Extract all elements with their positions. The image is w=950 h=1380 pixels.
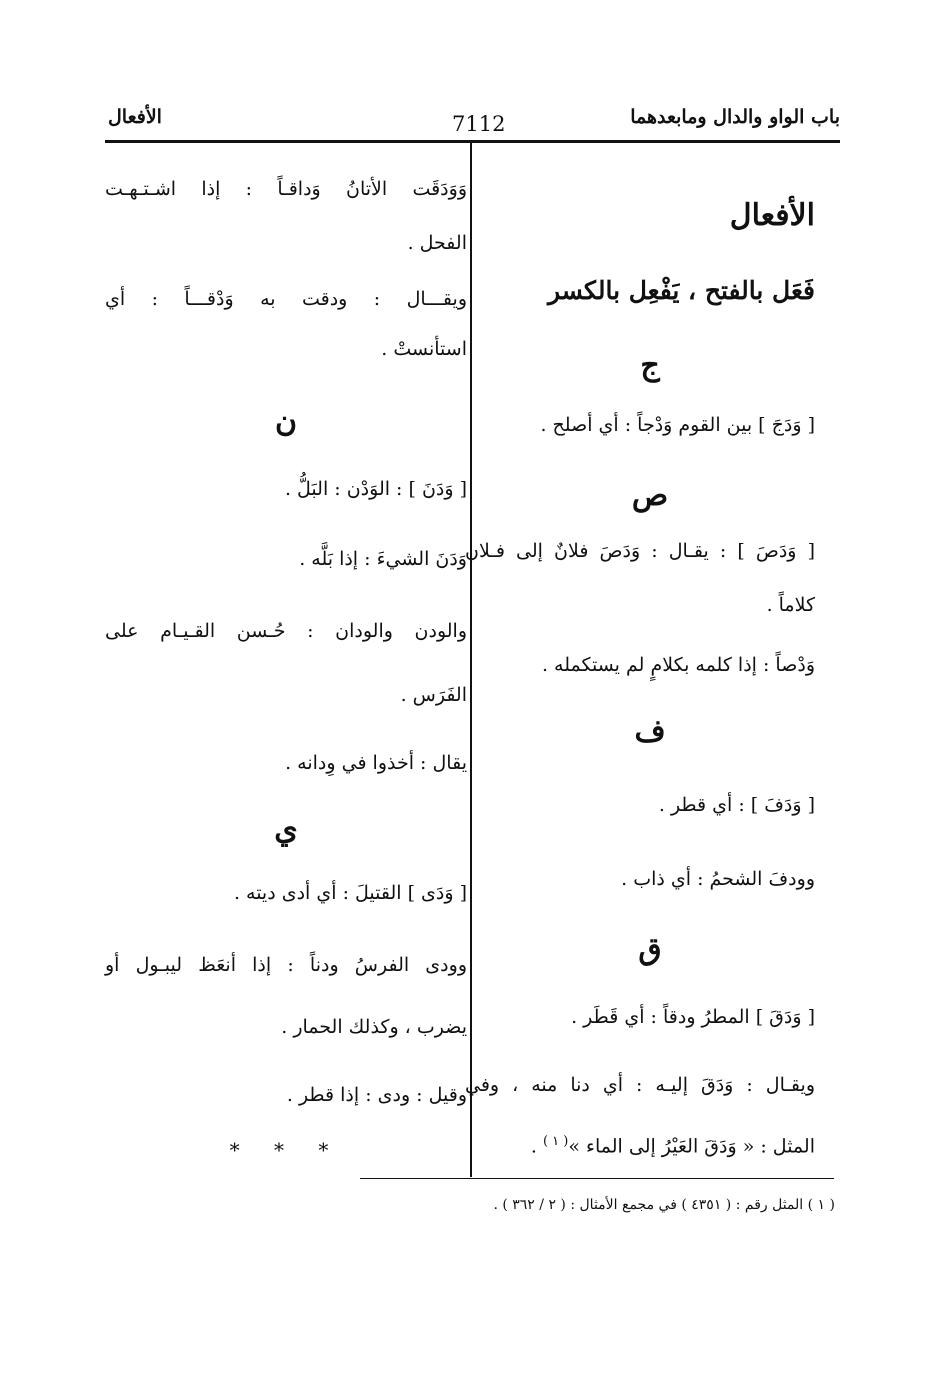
entry-wadaqat-bih-line2: استأنستْ . xyxy=(381,338,467,360)
letter-heading-qaf: ق xyxy=(638,932,662,967)
proverb-text: المثل : « وَدَقَ العَيْرُ إلى الماء » xyxy=(568,1135,815,1158)
entry-wadaqat-atan-line1: وَوَدَقَت الأتانُ وَداقـاً : إذا اشـتـهـت xyxy=(105,178,467,200)
letter-heading-nun: ن xyxy=(274,404,298,439)
entry-wada-faras-line1: وودى الفرسُ ودناً : إذا أنعَظ ليبـول أو xyxy=(105,954,467,976)
entry-wadana: [ وَدَنَ ] : الوَدْن : البَلُّ . xyxy=(284,478,467,500)
column-divider xyxy=(470,142,472,1177)
entry-wadaja: [ وَدَجَ ] بين القوم وَدْجاً : أي أصلح . xyxy=(540,414,815,436)
entry-wadaqa-ilayh-line1: ويقـال : وَدَقَ إليـه : أي دنا منه ، وفي xyxy=(465,1074,815,1096)
entry-wadana-shay: وَدَنَ الشيءَ : إذا بَلَّه . xyxy=(299,548,467,570)
letter-heading-fa: ف xyxy=(634,714,666,749)
entry-wadafa-shahm: وودفَ الشحمُ : أي ذاب . xyxy=(621,868,815,890)
entry-wadsan: وَدْصاً : إذا كلمه بكلامٍ لم يستكمله . xyxy=(541,654,815,676)
entry-wadaqat-bih-line1: ويقـــال : ودقت به وَدْقـــاً : أي xyxy=(105,288,467,310)
entry-wada-qatil: [ وَدَى ] القتيلَ : أي أدى ديته . xyxy=(233,882,467,904)
entry-wadaqat-atan-line2: الفحل . xyxy=(407,232,467,254)
subsection-title: فَعَل بالفتح ، يَفْعِل بالكسر xyxy=(547,276,815,305)
entry-wadasa-line1: [ وَدَصَ ] : يقـال : وَدَصَ فلانٌ إلى فـلان xyxy=(465,540,815,562)
proverb-period: . xyxy=(530,1135,537,1158)
entry-wadafa: [ وَدَفَ ] : أي قطر . xyxy=(658,794,815,816)
letter-heading-sad: ص xyxy=(631,478,669,513)
running-header-section: الأفعال xyxy=(108,106,162,128)
entry-wadaqa: [ وَدَقَ ] المطرُ ودقاً : أي قَطَر . xyxy=(571,1006,815,1028)
page-number: 7112 xyxy=(452,112,506,136)
entry-wada-qatara: وقيل : ودى : إذا قطر . xyxy=(286,1084,467,1106)
entry-wadn-wadan-line1: والودن والودان : حُـسن القـيـام على xyxy=(105,620,467,642)
header-rule xyxy=(105,140,840,143)
footnote-marker: ( ١ ) xyxy=(542,1134,569,1149)
entry-widanihi: يقال : أخذوا في وِدانه . xyxy=(285,752,467,774)
section-end-stars: * * * xyxy=(229,1138,343,1162)
entry-wadaqa-ilayh-line2 xyxy=(531,1134,815,1157)
letter-heading-jim: ج xyxy=(640,348,660,383)
entry-wadasa-line2: كلاماً . xyxy=(766,594,815,616)
footnote-rule xyxy=(360,1178,834,1179)
entry-wadn-wadan-line2: الفَرَس . xyxy=(400,684,467,706)
letter-heading-ya: ي xyxy=(274,812,298,847)
entry-wada-faras-line2: يضرب ، وكذلك الحمار . xyxy=(281,1016,467,1038)
running-header-chapter: باب الواو والدال ومابعدهما xyxy=(630,106,840,128)
section-title: الأفعال xyxy=(729,198,815,233)
footnote: ( ١ ) المثل رقم : ( ٤٣٥١ ) في مجمع الأمثال : ( ٢ / ٣٦٢ ) . xyxy=(493,1197,835,1213)
